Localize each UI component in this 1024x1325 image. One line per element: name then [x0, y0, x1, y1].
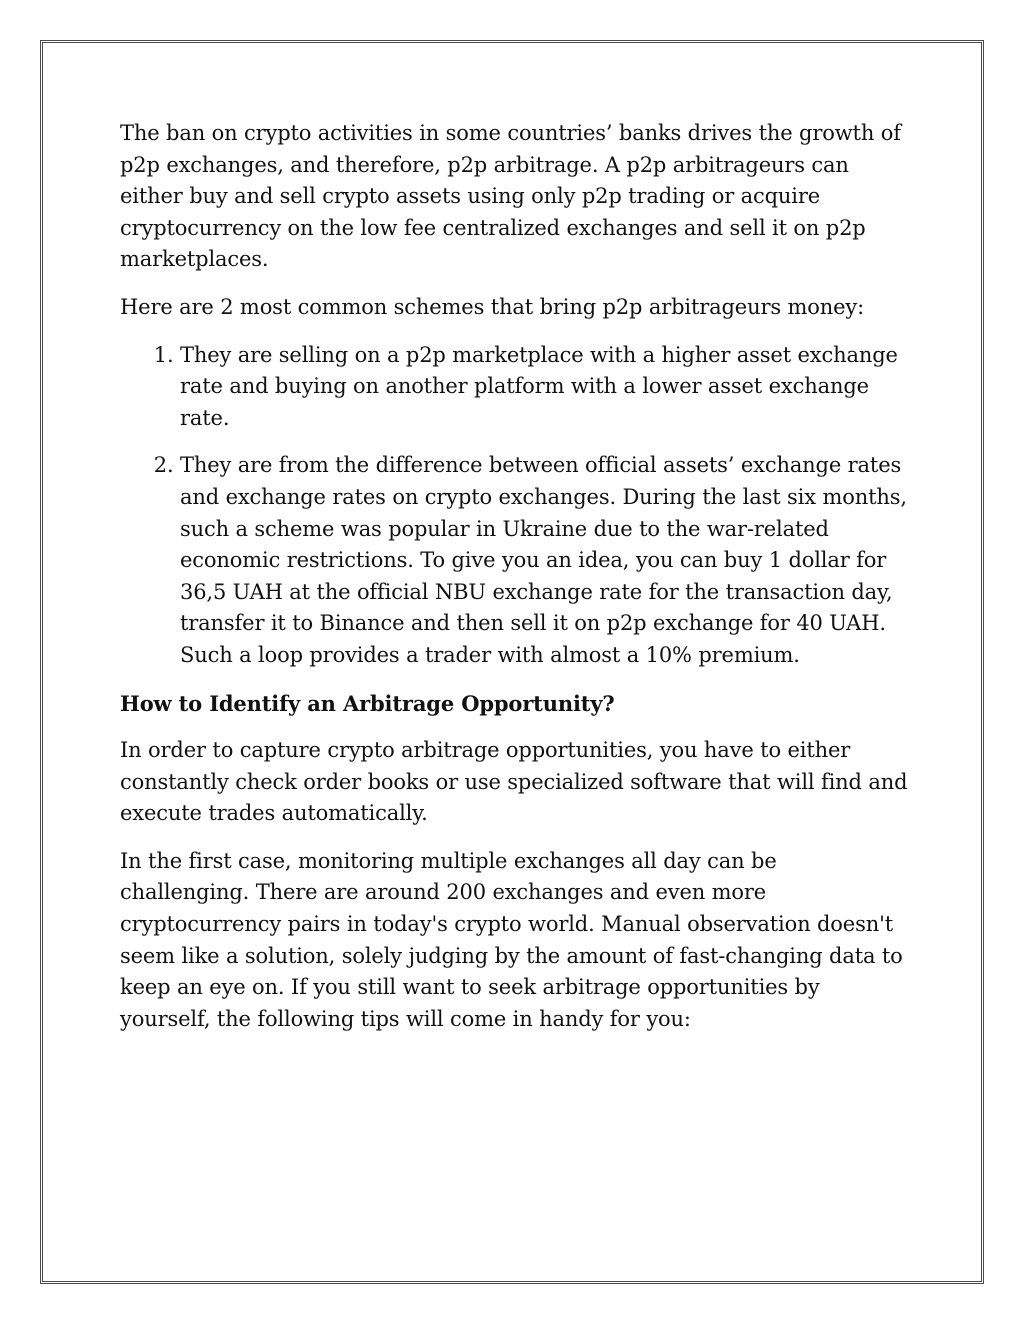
document-body — [120, 118, 910, 1051]
intro-paragraph: The ban on crypto activities in some countries’ banks drives the growth of p2p exchanges, and therefore, p2p arbitrage. A p2p arbitrageurs can either buy and sell crypto assets using only p2p trading or acquire cryptocurrency on the low fee centralized exchanges and sell it on p2p marketplaces. — [120, 121, 901, 272]
list-item: 2. They are from the difference between official assets’ exchange rates and exchange rates on crypto exchanges. During the last six months, such a scheme was popular in Ukraine due to the war-related economic restrictions. To give you an idea, you can buy 1 dollar for 36,5 UAH at the official NBU exchange rate for the transaction day, transfer it to Binance and then sell it on p2p exchange for 40 UAH. Such a loop provides a trader with almost a 10% premium. — [180, 450, 910, 671]
section-heading: How to Identify an Arbitrage Opportunity? — [120, 690, 615, 716]
list-item: 1. They are selling on a p2p marketplace with a higher asset exchange rate and buying on another platform with a lower asset exchange rate. — [180, 340, 910, 435]
schemes-intro-paragraph: Here are 2 most common schemes that bring p2p arbitrageurs money: — [120, 294, 865, 319]
capture-paragraph: In order to capture crypto arbitrage opportunities, you have to either constantly check order books or use specialized software that will find and execute trades automatically. — [120, 738, 908, 826]
schemes-list — [120, 340, 910, 672]
monitoring-paragraph: In the first case, monitoring multiple exchanges all day can be challenging. There are around 200 exchanges and even more cryptocurrency pairs in today's crypto world. Manual observation doesn't seem like a solution, solely judging by the amount of fast-changing data to keep an eye on. If you still want to seek arbitrage opportunities by yourself, the following tips will come in handy for you: — [120, 848, 903, 1031]
